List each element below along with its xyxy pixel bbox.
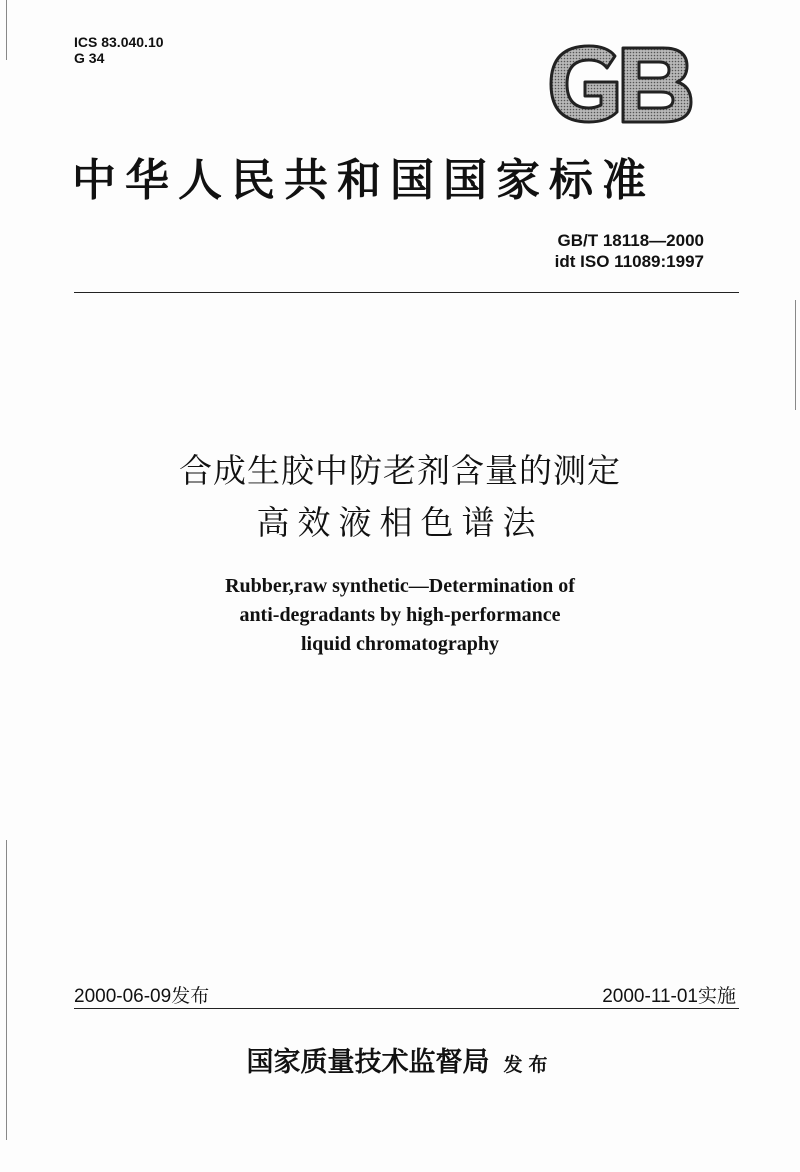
- english-title: [0, 572, 800, 659]
- top-divider: [74, 292, 739, 293]
- ics-code: ICS 83.040.10: [74, 34, 164, 50]
- publisher-name: 国家质量技术监督局: [246, 1047, 490, 1078]
- english-title-line-3: liquid chromatography: [301, 633, 499, 655]
- chinese-title-line-1: 合成生胶中防老剂含量的测定: [179, 451, 621, 490]
- standard-number-block: [555, 230, 704, 272]
- gb-logo-label: GB: [545, 42, 547, 43]
- english-title-line-2: anti-degradants by high-performance: [239, 604, 561, 626]
- scan-edge-left: [6, 0, 7, 60]
- ccs-code: G 34: [74, 50, 105, 66]
- bottom-divider: [74, 1008, 739, 1009]
- publisher-suffix: 发布: [503, 1054, 554, 1076]
- issue-date: 2000-06-09发布: [74, 986, 210, 1007]
- implementation-date: 2000-11-01实施: [602, 986, 736, 1007]
- national-standard-heading: 中华人民共和国国家标准: [72, 155, 655, 206]
- chinese-title-line-2: 高效液相色谱法: [256, 503, 544, 542]
- scan-edge-left-lower: [6, 840, 7, 1140]
- scan-edge-right: [795, 300, 796, 410]
- english-title-line-1: Rubber,raw synthetic—Determination of: [225, 575, 575, 597]
- standard-number: GB/T 18118—2000: [557, 231, 704, 250]
- gb-logo: [545, 42, 695, 126]
- adoption-note: idt ISO 11089:1997: [554, 252, 704, 271]
- publisher: [0, 1046, 800, 1082]
- classification-codes: [74, 34, 164, 66]
